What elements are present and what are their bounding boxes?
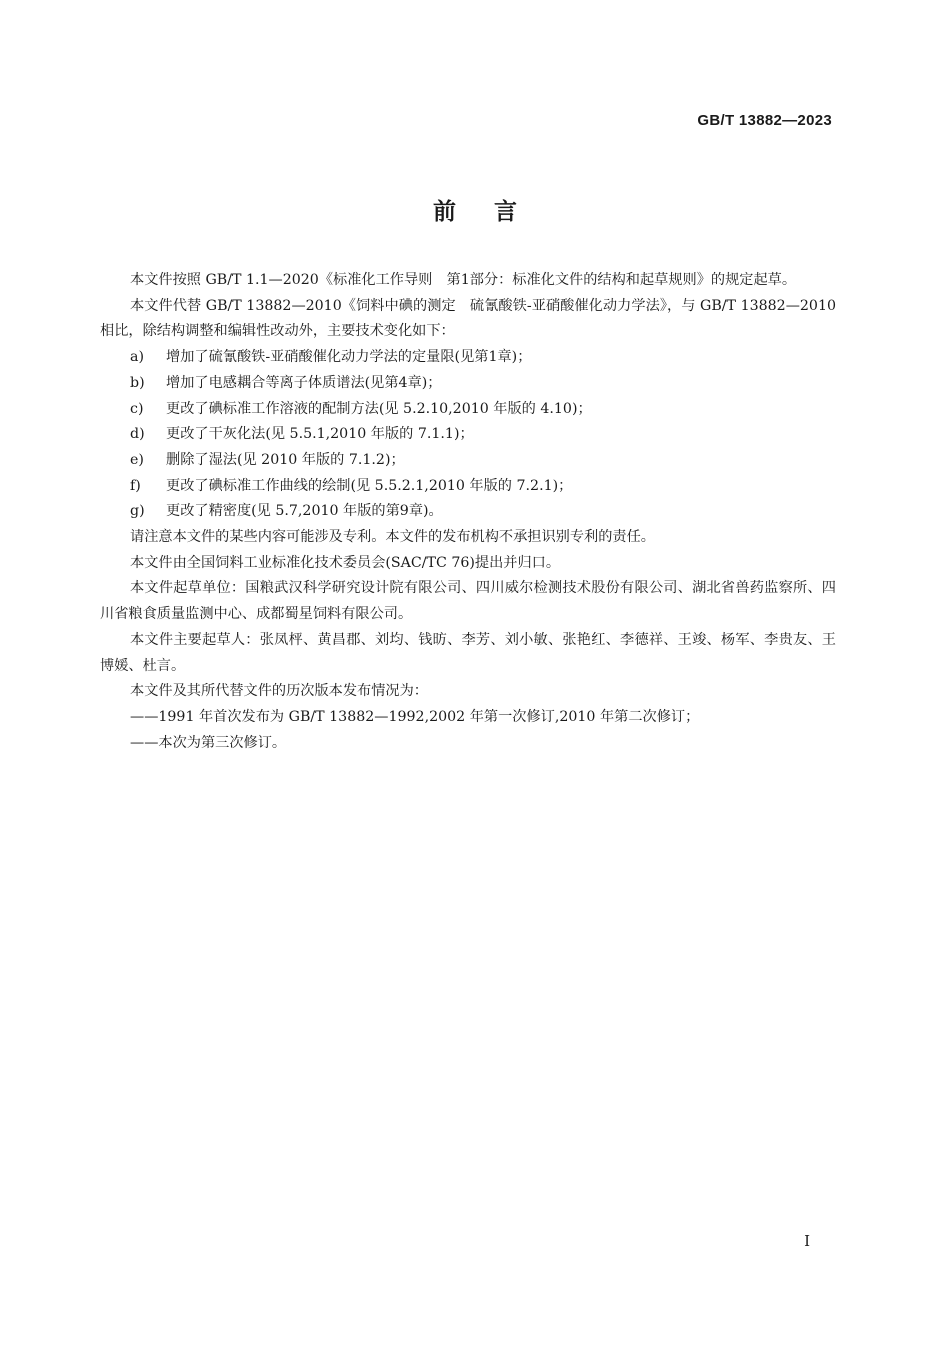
drafting-units-paragraph: 本文件起草单位：国粮武汉科学研究设计院有限公司、四川威尔检测技术股份有限公司、湖北省兽药监察所、四川省粮食质量监测中心、成都蜀星饲料有限公司。 bbox=[100, 580, 836, 623]
drafters-paragraph: 本文件主要起草人：张凤枰、黄昌郡、刘均、钱昉、李芳、刘小敏、张艳红、李德祥、王竣、杨军、李贵友、王博媛、杜言。 bbox=[100, 631, 836, 674]
list-item-label: g) bbox=[130, 503, 145, 520]
list-item-label: f) bbox=[130, 477, 141, 494]
list-item bbox=[100, 422, 836, 448]
page-number: I bbox=[804, 1232, 810, 1250]
list-item bbox=[100, 397, 836, 423]
page-title: 前言 bbox=[433, 199, 555, 225]
patent-notice: 请注意本文件的某些内容可能涉及专利。本文件的发布机构不承担识别专利的责任。 bbox=[130, 529, 655, 546]
history-item: ——1991 年首次发布为 GB/T 13882—1992,2002 年第一次修订,2010 年第二次修订； bbox=[130, 708, 700, 725]
list-item-label: d) bbox=[130, 426, 145, 443]
replacement-paragraph: 本文件代替 GB/T 13882—2010《饲料中碘的测定 硫氰酸铁-亚硝酸催化动力学法》，与 GB/T 13882—2010 相比，除结构调整和编辑性改动外，主要技术变化如下： bbox=[100, 297, 836, 340]
list-item-text: 更改了精密度(见 5.7,2010 年版的第9章)。 bbox=[166, 503, 443, 520]
drafting-rule-paragraph: 本文件按照 GB/T 1.1—2020《标准化工作导则 第1部分：标准化文件的结构和起草规则》的规定起草。 bbox=[130, 272, 797, 288]
list-item bbox=[100, 345, 836, 371]
list-item-label: b) bbox=[130, 374, 145, 391]
list-item-text: 更改了碘标准工作溶液的配制方法(见 5.2.10,2010 年版的 4.10)； bbox=[166, 400, 592, 417]
list-item bbox=[100, 474, 836, 500]
list-item-label: e) bbox=[130, 451, 144, 468]
list-item bbox=[100, 371, 836, 397]
list-item-text: 更改了碘标准工作曲线的绘制(见 5.5.2.1,2010 年版的 7.2.1)； bbox=[166, 477, 573, 494]
list-item bbox=[100, 448, 836, 474]
list-item-label: a) bbox=[130, 349, 144, 366]
history-item: ——本次为第三次修订。 bbox=[130, 734, 287, 751]
standard-code: GB/T 13882—2023 bbox=[697, 112, 832, 129]
list-item-label: c) bbox=[130, 400, 144, 417]
list-item-text: 删除了湿法(见 2010 年版的 7.1.2)； bbox=[166, 451, 405, 468]
change-list bbox=[100, 345, 836, 525]
list-item-text: 更改了干灰化法(见 5.5.1,2010 年版的 7.1.1)； bbox=[166, 426, 474, 443]
list-item-text: 增加了硫氰酸铁-亚硝酸催化动力学法的定量限(见第1章)； bbox=[166, 349, 532, 366]
foreword-body bbox=[100, 268, 836, 756]
list-item bbox=[100, 499, 836, 525]
proposer-paragraph: 本文件由全国饲料工业标准化技术委员会(SAC/TC 76)提出并归口。 bbox=[130, 554, 561, 571]
history-intro: 本文件及其所代替文件的历次版本发布情况为： bbox=[130, 683, 428, 700]
list-item-text: 增加了电感耦合等离子体质谱法(见第4章)； bbox=[166, 374, 442, 391]
